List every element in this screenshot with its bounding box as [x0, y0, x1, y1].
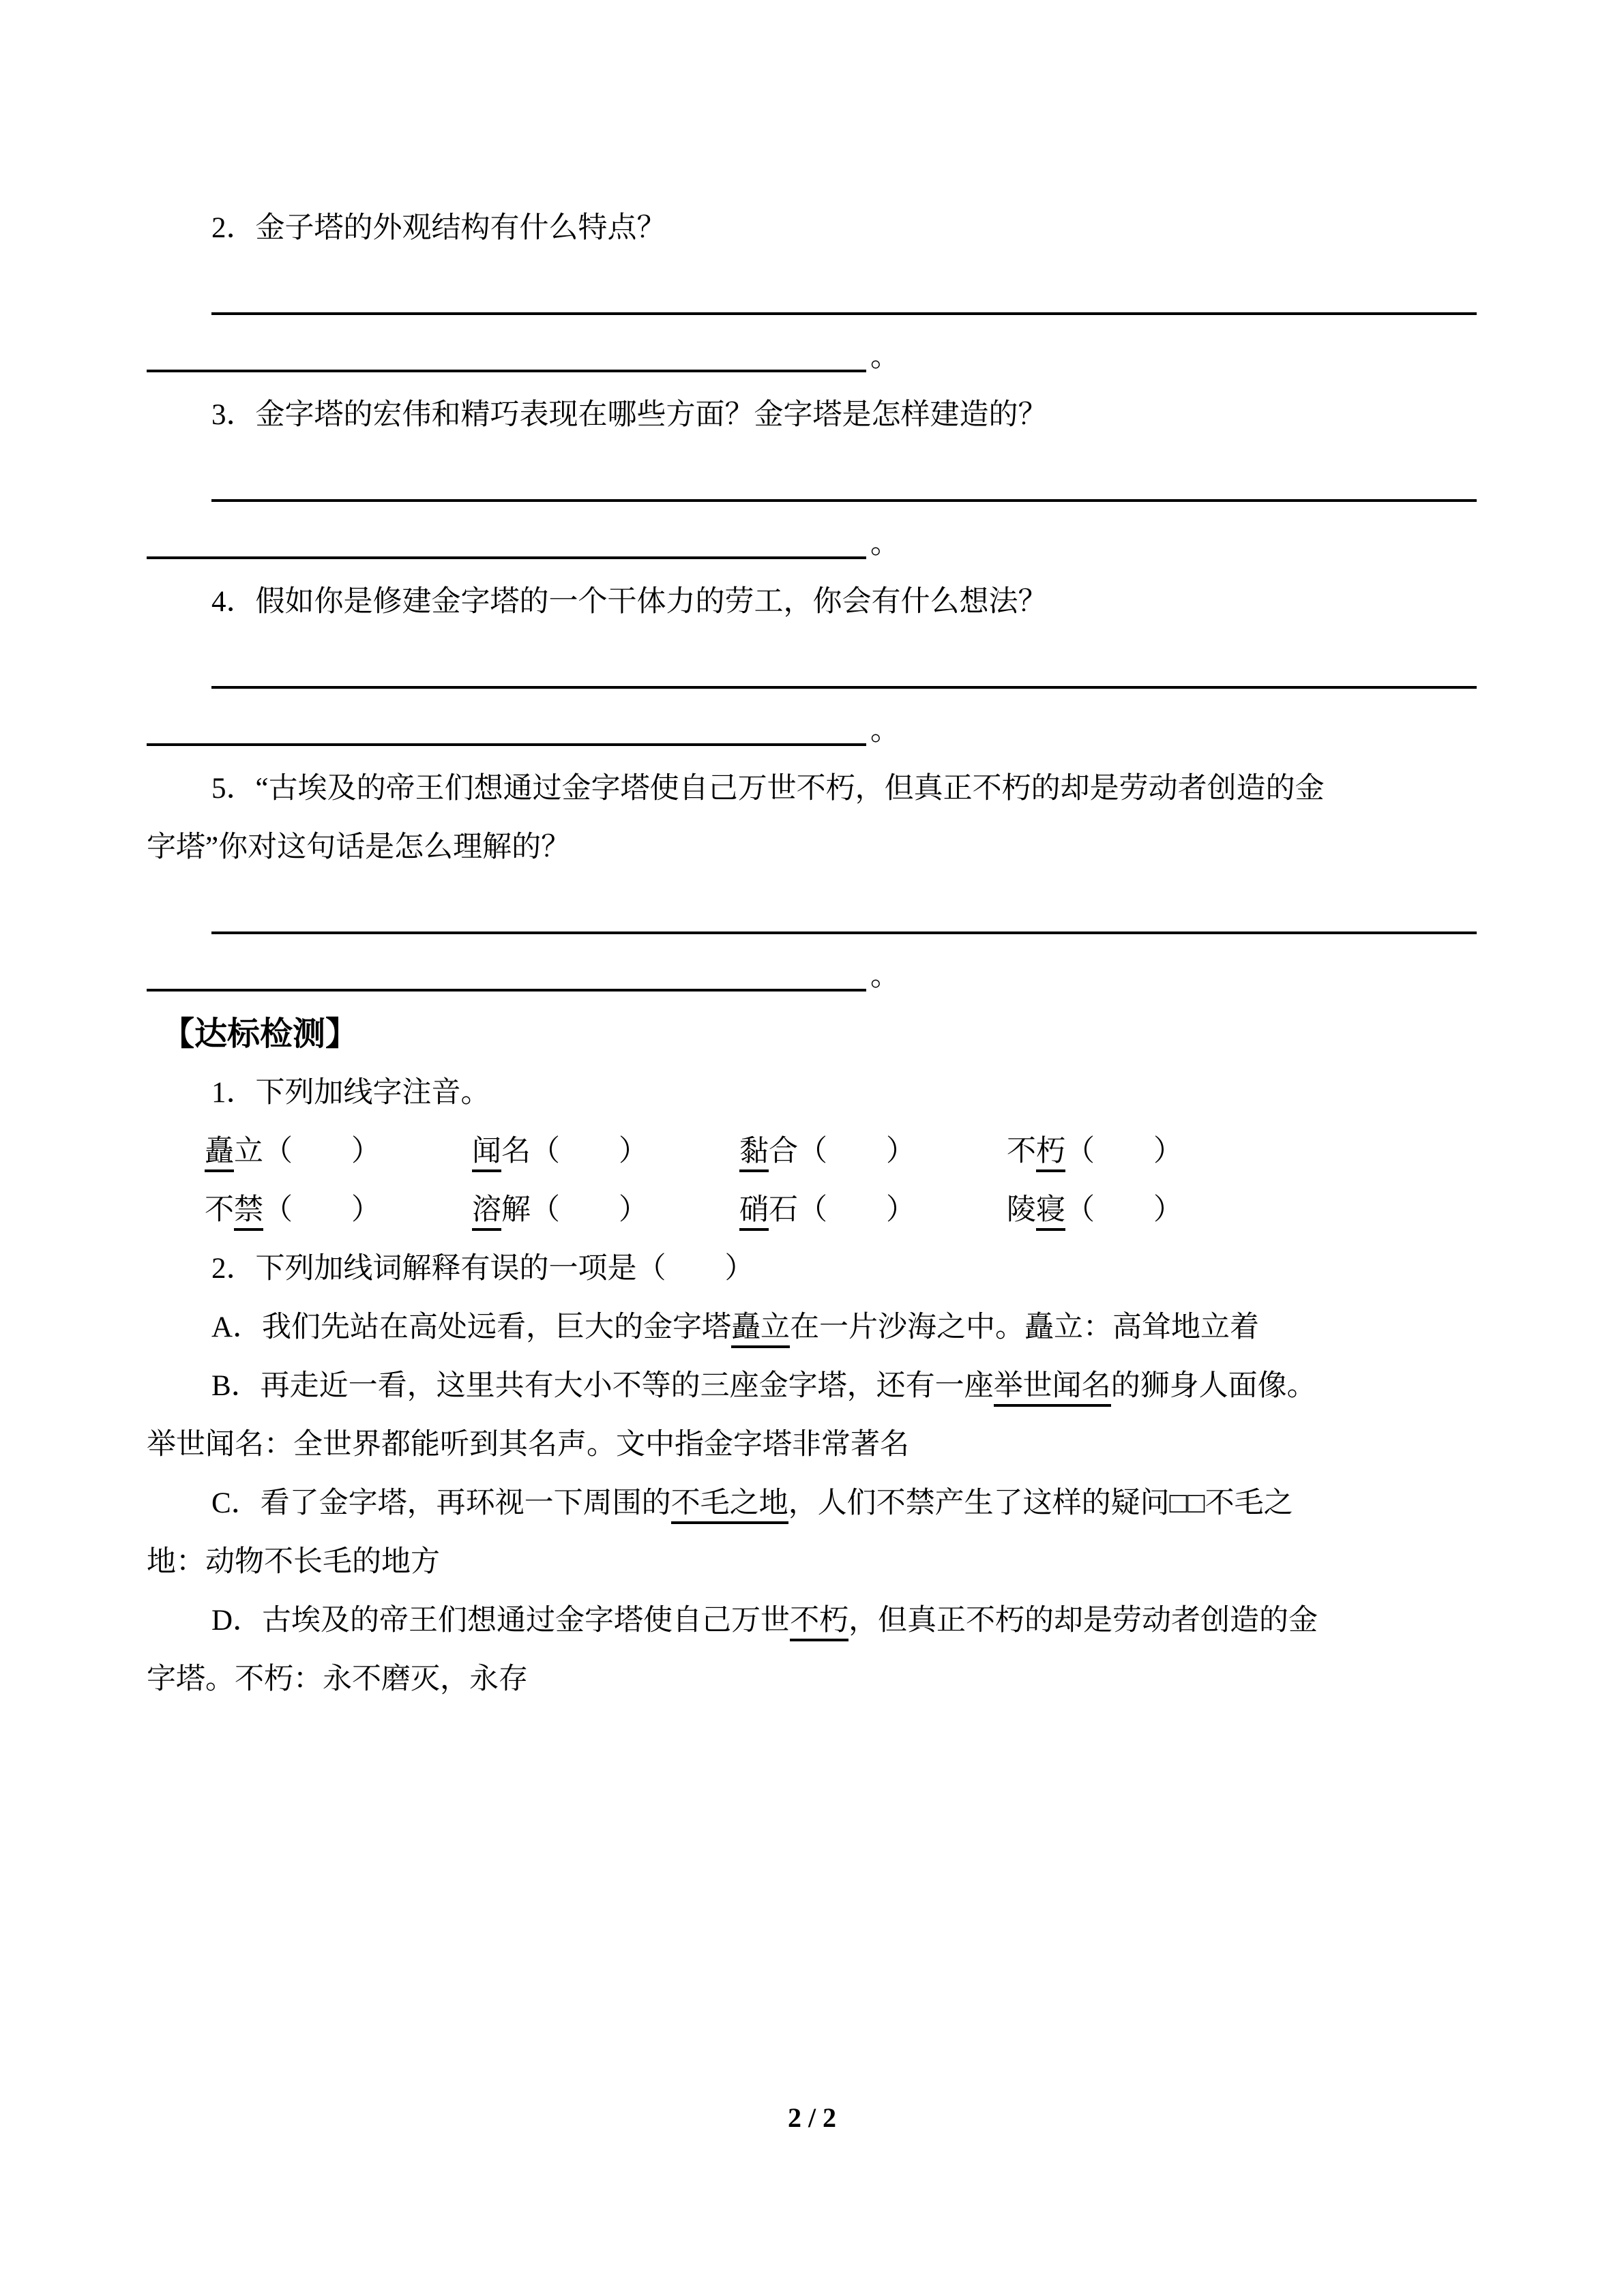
answer-blank-q3-row2 — [147, 502, 1477, 559]
question-5-text-line1: 5．“古埃及的帝王们想通过金字塔使自己万世不朽，但真正不朽的却是劳动者创造的金 — [211, 773, 1325, 805]
text-segment: 陵 — [1007, 1194, 1036, 1226]
text-segment: 名 — [501, 1135, 531, 1167]
worksheet-content — [147, 199, 1477, 1709]
pinyin-item-xiaoshi — [739, 1181, 1007, 1240]
underlined-word: 不毛之地 — [671, 1487, 788, 1524]
pinyin-item-wenming — [472, 1122, 739, 1181]
text-segment: 立 — [234, 1135, 263, 1167]
pinyin-item-buxiu — [1007, 1122, 1274, 1181]
pinyin-word — [1007, 1135, 1065, 1172]
exercise-2-prompt: 2．下列加线词解释有误的一项是（ ） — [211, 1253, 754, 1285]
pinyin-brackets: （ ） — [531, 1135, 648, 1167]
pinyin-word — [472, 1194, 531, 1231]
text-segment: 合 — [769, 1135, 798, 1167]
text-segment: B．再走近一看，这里共有大小不等的三座金字塔，还有一座 — [211, 1370, 994, 1402]
underlined-word: 禁 — [234, 1194, 263, 1231]
blank-terminator: 。 — [870, 340, 900, 373]
pinyin-brackets: （ ） — [263, 1135, 381, 1167]
option-d-line1 — [147, 1592, 1477, 1650]
answer-blank-q2-row2 — [147, 315, 1477, 372]
pinyin-item-bujin — [205, 1181, 472, 1240]
text-segment: ，但真正不朽的却是劳动者创造的金 — [848, 1605, 1318, 1637]
option-c-line2: 地：动物不长毛的地方 — [147, 1546, 440, 1578]
blank-terminator: 。 — [870, 527, 900, 560]
answer-blank-line — [211, 877, 1477, 934]
pinyin-word — [1007, 1194, 1065, 1231]
answer-blank-line — [211, 258, 1477, 315]
underlined-word: 举世闻名 — [994, 1370, 1111, 1407]
answer-blank-line — [147, 315, 866, 372]
text-segment: 解 — [501, 1194, 531, 1226]
page-number: 2 / 2 — [787, 2102, 837, 2133]
answer-blank-q2-row1 — [147, 258, 1477, 315]
text-segment: 不 — [205, 1194, 234, 1226]
underlined-word: 闻 — [472, 1135, 501, 1172]
option-d-line2: 字塔。不朽：永不磨灭，永存 — [147, 1663, 528, 1695]
pinyin-word — [205, 1135, 263, 1172]
text-segment: 不 — [1007, 1135, 1036, 1167]
answer-blank-q4-row1 — [147, 631, 1477, 689]
pinyin-brackets: （ ） — [798, 1135, 915, 1167]
text-segment: C．看了金字塔，再环视一下周围的 — [211, 1487, 671, 1519]
option-b-line2: 举世闻名：全世界都能听到其名声。文中指金字塔非常著名 — [147, 1429, 909, 1461]
pinyin-brackets: （ ） — [798, 1194, 915, 1226]
pinyin-word — [205, 1194, 263, 1231]
underlined-word: 不朽 — [790, 1605, 848, 1641]
pinyin-item-nianhe — [739, 1122, 1007, 1181]
pinyin-item-rongjie — [472, 1181, 739, 1240]
underlined-word: 硝 — [739, 1194, 769, 1231]
pinyin-brackets: （ ） — [531, 1194, 648, 1226]
underlined-word: 矗立 — [731, 1311, 790, 1348]
pinyin-row-2 — [147, 1181, 1477, 1240]
blank-terminator: 。 — [870, 959, 900, 992]
option-a-line1 — [147, 1298, 1477, 1357]
pinyin-brackets: （ ） — [1065, 1135, 1183, 1167]
text-segment: ，人们不禁产生了这样的疑问□□不毛之 — [788, 1487, 1293, 1519]
section-header: 【达标检测】 — [162, 1016, 359, 1052]
answer-blank-q5-row2 — [147, 934, 1477, 992]
answer-blank-line — [211, 445, 1477, 502]
answer-blank-q3-row1 — [147, 445, 1477, 502]
text-segment: D．古埃及的帝王们想通过金字塔使自己万世 — [211, 1605, 791, 1637]
option-c-line1 — [147, 1474, 1477, 1533]
answer-blank-q4-row2 — [147, 689, 1477, 746]
pinyin-word — [739, 1135, 798, 1172]
text-segment: 石 — [769, 1194, 798, 1226]
underlined-word: 寝 — [1036, 1194, 1065, 1231]
answer-blank-q5-row1 — [147, 877, 1477, 934]
pinyin-brackets: （ ） — [263, 1194, 381, 1226]
question-3-text: 3．金字塔的宏伟和精巧表现在哪些方面？金字塔是怎样建造的？ — [211, 399, 1048, 431]
pinyin-word — [739, 1194, 798, 1231]
text-segment: A．我们先站在高处远看，巨大的金字塔 — [211, 1311, 732, 1343]
answer-blank-line — [147, 934, 866, 992]
underlined-word: 朽 — [1036, 1135, 1065, 1172]
pinyin-row-1 — [147, 1122, 1477, 1181]
pinyin-item-lingqin — [1007, 1181, 1274, 1240]
underlined-word: 溶 — [472, 1194, 501, 1231]
answer-blank-line — [147, 502, 866, 559]
answer-blank-line — [147, 689, 866, 746]
answer-blank-line — [211, 631, 1477, 689]
underlined-word: 黏 — [739, 1135, 769, 1172]
question-2-text: 2．金子塔的外观结构有什么特点？ — [211, 212, 666, 244]
pinyin-word — [472, 1135, 531, 1172]
option-b-line1 — [147, 1357, 1477, 1416]
underlined-word: 矗 — [205, 1135, 234, 1172]
text-segment: 在一片沙海之中。矗立：高耸地立着 — [790, 1311, 1260, 1343]
pinyin-brackets: （ ） — [1065, 1194, 1183, 1226]
exercise-1-prompt: 1．下列加线字注音。 — [211, 1077, 490, 1109]
text-segment: 的狮身人面像。 — [1110, 1370, 1316, 1402]
pinyin-item-chuli — [205, 1122, 472, 1181]
blank-terminator: 。 — [870, 714, 900, 747]
question-5-text-line2: 字塔”你对这句话是怎么理解的？ — [147, 831, 571, 863]
question-4-text: 4．假如你是修建金字塔的一个干体力的劳工，你会有什么想法？ — [211, 586, 1048, 618]
